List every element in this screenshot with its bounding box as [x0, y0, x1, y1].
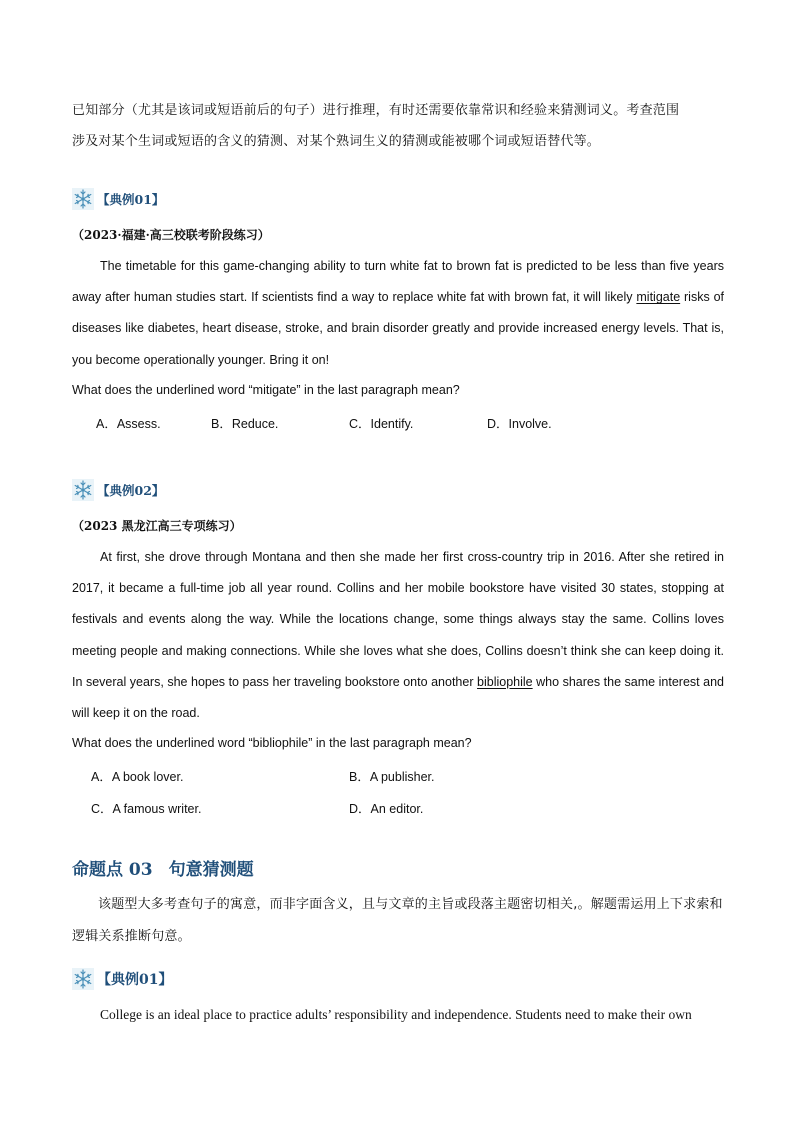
- example-source: （2023 黑龙江高三专项练习）: [72, 519, 242, 533]
- example-passage: The timetable for this game-changing ability to turn white fat to brown fat is predicted to be less than five years away after human studies start. If scientists find a way to replace white fat with brown fat, it will likely mitigate risks of diseases like diabetes, heart disease, stroke, and brain disorder greatly and provide increased energy levels. That is, you become operationally younger. Bring it on!: [72, 259, 725, 367]
- underlined-word: mitigate: [636, 290, 681, 305]
- snowflake-icon: [72, 188, 94, 210]
- example-label-row: [72, 966, 172, 992]
- intro-line-2: 涉及对某个生词或短语的含义的猜测、对某个熟词生义的猜测或能被哪个词或短语替代等。: [72, 134, 601, 149]
- option-d[interactable]: D．An editor.: [349, 802, 424, 816]
- option-b[interactable]: B．A publisher.: [349, 770, 435, 784]
- snowflake-icon: [72, 968, 94, 990]
- option-c[interactable]: C．A famous writer.: [91, 802, 202, 816]
- example-label-row: [72, 477, 164, 503]
- question-text: What does the underlined word “mitigate” in the last paragraph mean?: [72, 383, 460, 397]
- section-number: 命题点 03: [72, 860, 153, 880]
- snowflake-icon: [72, 479, 94, 501]
- option-c[interactable]: C．Identify.: [349, 417, 414, 431]
- section-title: 句意猜测题: [168, 860, 254, 880]
- example-label: 【典例01】: [97, 972, 173, 988]
- intro-line-1: 已知部分（尤其是该词或短语前后的句子）进行推理，有时还需要依靠常识和经验来猜测词义。考查范围: [72, 103, 680, 118]
- intro-paragraph: [72, 95, 724, 157]
- example-source: （2023·福建·高三校联考阶段练习）: [72, 228, 270, 242]
- option-a[interactable]: A．A book lover.: [91, 770, 184, 784]
- option-d[interactable]: D．Involve.: [487, 417, 552, 431]
- option-a[interactable]: A．Assess.: [96, 417, 161, 431]
- section-heading: [72, 855, 254, 880]
- section-description: 该题型大多考查句子的寓意，而非字面含义，且与文章的主旨或段落主题密切相关,。解题需运用上下求索和逻辑关系推断句意。: [72, 897, 723, 944]
- example-passage: At first, she drove through Montana and then she made her first cross-country trip in 2016. After she retired in 2017, it became a full-time job all year round. Collins and her mobile bookstore have visited 30 states, stopping at festivals and events along the way. While the locations change, some things always stay the same. Collins loves meeting people and making connections. While she loves what she does, Collins doesn’t think she can keep doing it. In several years, she hopes to pass her traveling bookstore onto another bibliophile who shares the same interest and will keep it on the road.: [72, 550, 724, 721]
- example-label: 【典例02】: [97, 483, 165, 498]
- option-b[interactable]: B．Reduce.: [211, 417, 279, 431]
- underlined-word: bibliophile: [477, 674, 533, 689]
- example-label: 【典例01】: [97, 192, 165, 207]
- example-label-row: [72, 186, 164, 212]
- question-text: What does the underlined word “bibliophile” in the last paragraph mean?: [72, 736, 472, 750]
- example-passage: College is an ideal place to practice adults’ responsibility and independence. Students need to make their own: [100, 1007, 692, 1022]
